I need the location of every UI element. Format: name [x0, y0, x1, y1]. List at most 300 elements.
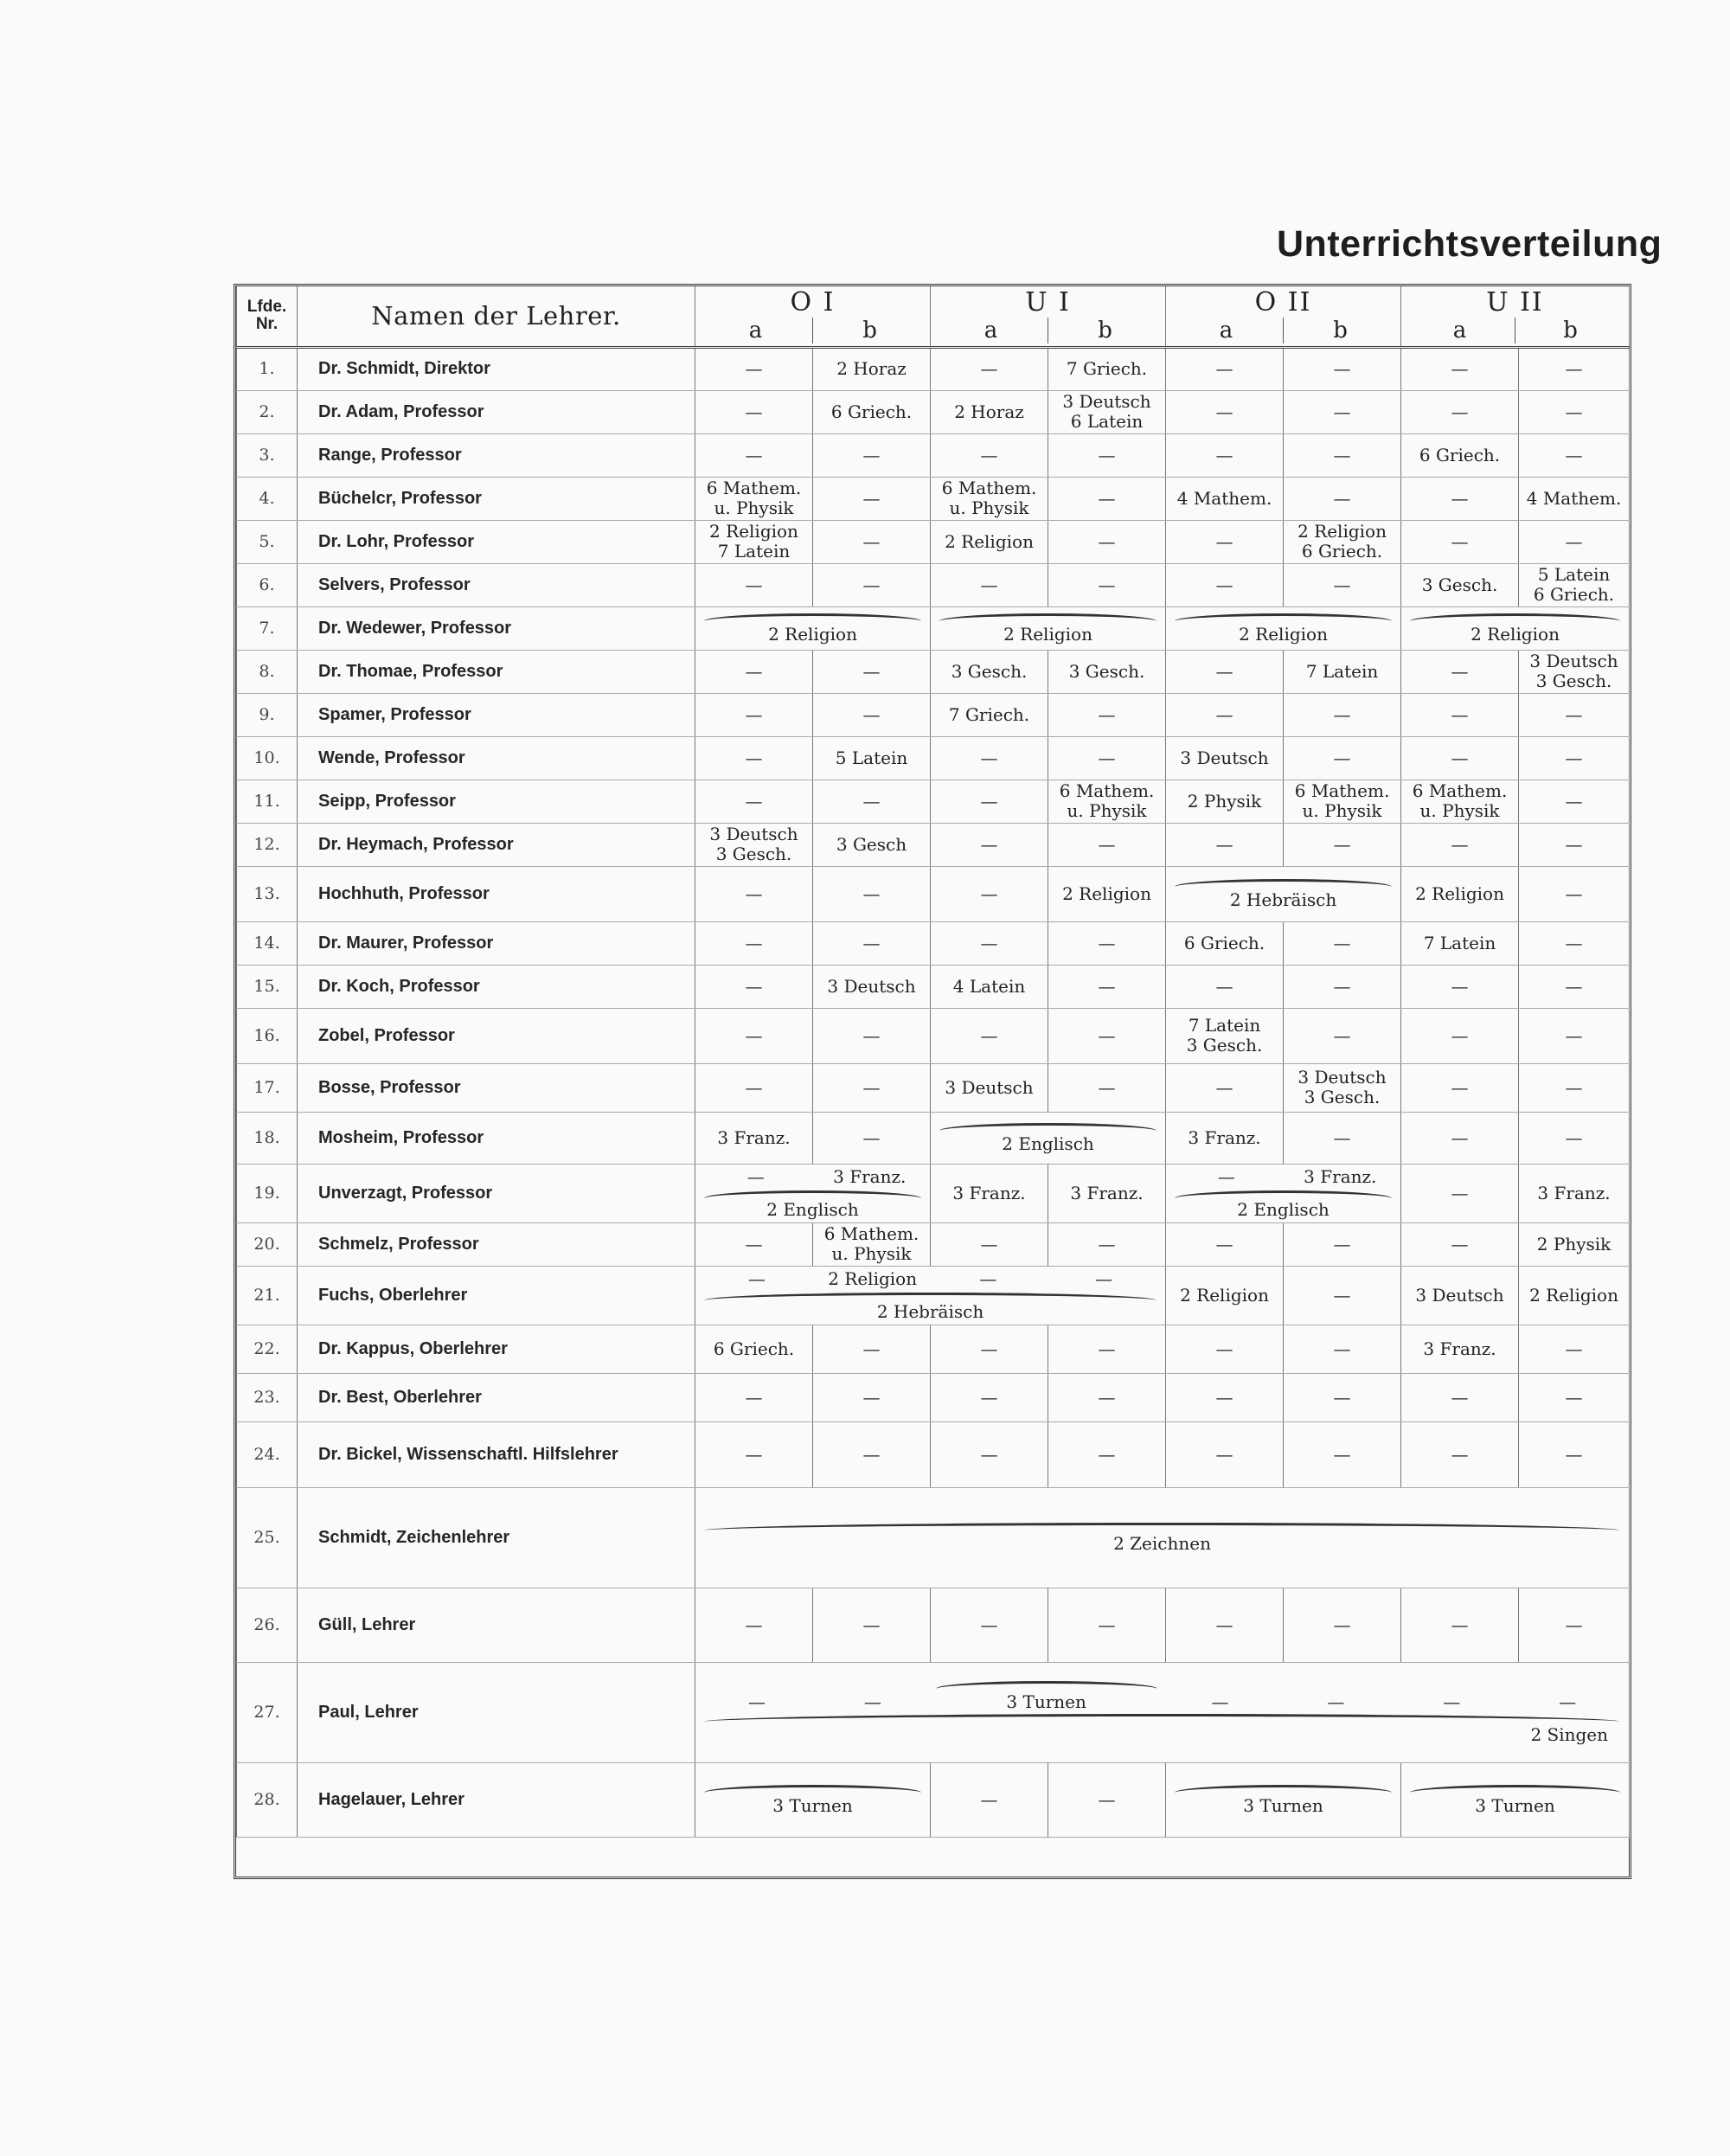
table-cell: —: [931, 1421, 1048, 1487]
table-cell: —: [813, 1373, 931, 1421]
brace-mark: [936, 1681, 1157, 1689]
table-cell: —: [1048, 1421, 1166, 1487]
table-cell: 7 Griech.: [1048, 347, 1166, 390]
table-cell: 6 Mathem. u. Physik: [1284, 780, 1401, 823]
table-cell: —: [813, 477, 931, 520]
table-cell: —: [1166, 650, 1284, 693]
table-cell: 1.: [237, 347, 298, 390]
table-cell: —: [1166, 1222, 1284, 1266]
table-cell: —: [931, 866, 1048, 921]
table-cell: 6 Griech.: [695, 1325, 813, 1373]
table-cell: —: [1166, 823, 1284, 866]
table-cell: 14.: [237, 921, 298, 965]
table-cell: —: [813, 433, 931, 477]
table-cell: —: [695, 650, 813, 693]
table-cell: —: [813, 650, 931, 693]
merged-cell: [695, 1164, 931, 1222]
table-cell: 4 Latein: [931, 965, 1048, 1008]
table-cell: —: [1284, 1421, 1401, 1487]
table-cell: Dr. Adam, Professor: [298, 390, 695, 433]
table-cell: —: [813, 780, 931, 823]
table-cell: 23.: [237, 1373, 298, 1421]
table-row: [237, 1762, 1630, 1837]
table-cell: Range, Professor: [298, 433, 695, 477]
table-cell: Zobel, Professor: [298, 1008, 695, 1063]
table-cell: —: [1519, 1008, 1630, 1063]
brace-mark: [1410, 613, 1620, 621]
table-cell: —: [1048, 965, 1166, 1008]
table-cell: —: [695, 921, 813, 965]
table-cell: —: [1166, 520, 1284, 563]
table-cell: 6 Mathem. u. Physik: [931, 477, 1048, 520]
table-row: [237, 693, 1630, 736]
table-cell: —: [979, 1267, 997, 1289]
table-cell: —: [931, 736, 1048, 780]
table-cell: —: [813, 693, 931, 736]
table-cell: Selvers, Professor: [298, 563, 695, 606]
table-row: [237, 1487, 1630, 1588]
table-cell: —: [1401, 1222, 1519, 1266]
table-cell: —: [1048, 693, 1166, 736]
table-cell: Fuchs, Oberlehrer: [298, 1266, 695, 1325]
table-row: [237, 965, 1630, 1008]
table-cell: 6 Mathem. u. Physik: [813, 1222, 931, 1266]
table-cell: —: [1284, 563, 1401, 606]
table-cell: —: [813, 1421, 931, 1487]
table-cell: 6 Griech.: [813, 390, 931, 433]
table-cell: 6 Griech.: [1166, 921, 1284, 965]
table-cell: —: [1284, 433, 1401, 477]
table-cell: Dr. Schmidt, Direktor: [298, 347, 695, 390]
table-cell: —: [1519, 1325, 1630, 1373]
table-cell: —: [863, 1691, 881, 1712]
brace-mark: [939, 613, 1157, 621]
table-cell: Dr. Kappus, Oberlehrer: [298, 1325, 695, 1373]
merged-cell-text: 2 Religion: [1470, 624, 1560, 645]
table-cell: —: [813, 520, 931, 563]
table-cell: 4 Mathem.: [1166, 477, 1284, 520]
table-cell: 3 Franz.: [1166, 1112, 1284, 1164]
table-cell: —: [1519, 433, 1630, 477]
merged-cell-text: 2 Singen: [1530, 1724, 1609, 1745]
table-row: [237, 606, 1630, 650]
merged-cell: [931, 1112, 1166, 1164]
table-cell: —: [1284, 693, 1401, 736]
table-cell: 15.: [237, 965, 298, 1008]
table-cell: —: [813, 1588, 931, 1662]
table-cell: —: [1284, 823, 1401, 866]
table-cell: —: [1284, 1588, 1401, 1662]
brace-mark: [1175, 1785, 1392, 1793]
page-title: Unterrichtsverteilung: [1277, 223, 1663, 265]
table-row: [237, 921, 1630, 965]
table-cell: —: [931, 433, 1048, 477]
table-cell: 2 Religion: [828, 1267, 918, 1289]
table-cell: Wende, Professor: [298, 736, 695, 780]
table-cell: 3.: [237, 433, 298, 477]
table-cell: 3 Franz.: [1401, 1325, 1519, 1373]
table-cell: —: [1048, 1762, 1166, 1837]
table-row: [237, 1373, 1630, 1421]
table-cell: —: [1284, 1325, 1401, 1373]
table-cell: —: [1211, 1691, 1229, 1712]
table-cell: 12.: [237, 823, 298, 866]
brace-mark: [704, 613, 921, 621]
table-cell: —: [1048, 433, 1166, 477]
table-row: [237, 823, 1630, 866]
table-cell: —: [1217, 1165, 1235, 1187]
table-cell: —: [1401, 736, 1519, 780]
table-cell: 3 Gesch.: [1048, 650, 1166, 693]
table-cell: —: [931, 563, 1048, 606]
table-cell: —: [1166, 347, 1284, 390]
table-cell: 26.: [237, 1588, 298, 1662]
table-cell: —: [931, 780, 1048, 823]
table-cell: —: [931, 347, 1048, 390]
table-cell: —: [1519, 347, 1630, 390]
table-cell: —: [931, 1008, 1048, 1063]
table-cell: 3 Deutsch: [813, 965, 931, 1008]
table-cell: —: [1401, 1063, 1519, 1112]
table-cell: —: [1401, 650, 1519, 693]
table-cell: —: [1284, 965, 1401, 1008]
table-cell: 16.: [237, 1008, 298, 1063]
table-cell: —: [695, 1588, 813, 1662]
table-cell: 3 Deutsch 3 Gesch.: [695, 823, 813, 866]
table-row: [237, 1588, 1630, 1662]
table-cell: Unverzagt, Professor: [298, 1164, 695, 1222]
table-cell: —: [1519, 965, 1630, 1008]
table-cell: —: [1284, 1266, 1401, 1325]
table-cell: —: [1048, 1063, 1166, 1112]
table-cell: Dr. Maurer, Professor: [298, 921, 695, 965]
table-cell: —: [695, 1421, 813, 1487]
table-cell: —: [1401, 823, 1519, 866]
table-cell: Schmidt, Zeichenlehrer: [298, 1487, 695, 1588]
table-cell: —: [1048, 520, 1166, 563]
table-cell: —: [695, 390, 813, 433]
table-cell: Seipp, Professor: [298, 780, 695, 823]
table-cell: 11.: [237, 780, 298, 823]
table-cell: —: [1284, 736, 1401, 780]
table-cell: Dr. Best, Oberlehrer: [298, 1373, 695, 1421]
header-nr: Lfde. Nr.: [237, 286, 298, 347]
merged-cell-text: 2 Englisch: [1237, 1198, 1330, 1220]
merged-cell: [1401, 606, 1630, 650]
table-cell: 3 Deutsch: [1401, 1266, 1519, 1325]
table-cell: —: [1166, 1063, 1284, 1112]
table-cell: —: [695, 1063, 813, 1112]
table-cell: 4 Mathem.: [1519, 477, 1630, 520]
table-cell: —: [1519, 1112, 1630, 1164]
table-row: [237, 1662, 1630, 1762]
table-cell: 2 Religion: [931, 520, 1048, 563]
table-cell: —: [1519, 823, 1630, 866]
table-cell: —: [1284, 347, 1401, 390]
table-cell: —: [1519, 921, 1630, 965]
merged-cell-text: 3 Turnen: [1006, 1691, 1086, 1712]
table-cell: —: [1401, 520, 1519, 563]
table-cell: 2 Religion: [1166, 1266, 1284, 1325]
table-cell: Hagelauer, Lehrer: [298, 1762, 695, 1837]
table-cell: —: [747, 1691, 766, 1712]
table-cell: —: [1401, 1588, 1519, 1662]
table-cell: 5 Latein 6 Griech.: [1519, 563, 1630, 606]
table-cell: 22.: [237, 1325, 298, 1373]
merged-cell: [695, 606, 931, 650]
merged-cell: [1401, 1762, 1630, 1837]
table-cell: —: [813, 1112, 931, 1164]
table-cell: —: [695, 1373, 813, 1421]
table-cell: Güll, Lehrer: [298, 1588, 695, 1662]
table-cell: —: [695, 1222, 813, 1266]
table-cell: 18.: [237, 1112, 298, 1164]
table-row: [237, 1421, 1630, 1487]
table-cell: 6.: [237, 563, 298, 606]
table-cell: 3 Franz.: [1519, 1164, 1630, 1222]
table-cell: —: [1095, 1267, 1113, 1289]
table-cell: 27.: [237, 1662, 298, 1762]
merged-cell: [695, 1662, 1630, 1762]
brace-mark: [1175, 613, 1392, 621]
merged-cell-text: 2 Englisch: [1002, 1133, 1094, 1154]
table-cell: 2.: [237, 390, 298, 433]
merged-cell-text: 2 Religion: [1003, 624, 1092, 645]
table-cell: —: [1166, 1325, 1284, 1373]
table-cell: —: [1401, 965, 1519, 1008]
table-cell: 2 Physik: [1519, 1222, 1630, 1266]
table-cell: —: [695, 965, 813, 1008]
table-cell: —: [695, 736, 813, 780]
table-row: [237, 1266, 1630, 1325]
table-row: [237, 477, 1630, 520]
brace-mark: [704, 1714, 1620, 1722]
table-cell: 7.: [237, 606, 298, 650]
table-cell: Dr. Bickel, Wissenschaftl. Hilfslehrer: [298, 1421, 695, 1487]
table-cell: —: [1284, 1222, 1401, 1266]
table-row: [237, 1325, 1630, 1373]
table-cell: —: [1284, 921, 1401, 965]
merged-cell-text: 2 Zeichnen: [1113, 1533, 1211, 1554]
table-cell: —: [813, 1008, 931, 1063]
table-cell: 5.: [237, 520, 298, 563]
table-row: [237, 736, 1630, 780]
table-row: [237, 1222, 1630, 1266]
brace-mark: [704, 1785, 921, 1793]
table-cell: —: [1401, 693, 1519, 736]
merged-cell: [1166, 866, 1401, 921]
table-cell: 3 Deutsch: [931, 1063, 1048, 1112]
table-cell: —: [1166, 965, 1284, 1008]
table-cell: —: [1519, 390, 1630, 433]
table-cell: 3 Franz.: [931, 1164, 1048, 1222]
table-cell: —: [1519, 780, 1630, 823]
table-cell: —: [1443, 1691, 1461, 1712]
merged-cell-text: 3 Turnen: [1243, 1795, 1323, 1816]
merged-cell-text: 3 Turnen: [1475, 1795, 1555, 1816]
table-row: [237, 520, 1630, 563]
table-cell: —: [695, 433, 813, 477]
table-cell: —: [1519, 1063, 1630, 1112]
table-cell: Büchelcr, Professor: [298, 477, 695, 520]
table-cell: 5 Latein: [813, 736, 931, 780]
header-class-uii: U II a b: [1401, 286, 1630, 347]
table-cell: —: [931, 1222, 1048, 1266]
table-row: [237, 1063, 1630, 1112]
merged-cell: [1166, 1164, 1401, 1222]
table-cell: 8.: [237, 650, 298, 693]
table-cell: —: [1048, 921, 1166, 965]
table-cell: —: [1401, 390, 1519, 433]
table-cell: —: [813, 921, 931, 965]
table-cell: 6 Mathem. u. Physik: [695, 477, 813, 520]
table-cell: —: [695, 693, 813, 736]
table-cell: —: [1519, 1421, 1630, 1487]
table-cell: —: [1166, 563, 1284, 606]
table-row: [237, 866, 1630, 921]
table-cell: —: [931, 1373, 1048, 1421]
merged-cell-text: 2 Hebräisch: [876, 1300, 984, 1322]
brace-mark: [704, 1190, 921, 1198]
table-cell: —: [695, 563, 813, 606]
table-cell: 3 Franz.: [695, 1112, 813, 1164]
table-cell: 2 Religion 6 Griech.: [1284, 520, 1401, 563]
table-row: [237, 390, 1630, 433]
table-cell: 2 Physik: [1166, 780, 1284, 823]
brace-mark: [1175, 879, 1392, 887]
brace-mark: [1410, 1785, 1620, 1793]
table-cell: —: [1284, 1112, 1401, 1164]
table-cell: —: [1166, 693, 1284, 736]
table-cell: —: [813, 563, 931, 606]
table-cell: —: [931, 1588, 1048, 1662]
merged-cell-text: 2 Englisch: [766, 1198, 859, 1220]
table-cell: Dr. Thomae, Professor: [298, 650, 695, 693]
table-cell: —: [1048, 1222, 1166, 1266]
table-row: [237, 780, 1630, 823]
table-cell: —: [1519, 693, 1630, 736]
cell-pair: [699, 1167, 926, 1187]
teaching-distribution-table: [236, 286, 1630, 1838]
table-cell: —: [1284, 1008, 1401, 1063]
merged-cell-text: 3 Turnen: [772, 1795, 853, 1816]
table-cell: —: [1166, 390, 1284, 433]
table-cell: —: [1166, 1373, 1284, 1421]
brace-mark: [1175, 1190, 1392, 1198]
table-cell: —: [1284, 390, 1401, 433]
table-cell: 20.: [237, 1222, 298, 1266]
header-class-ui: U I a b: [931, 286, 1166, 347]
table-cell: —: [695, 347, 813, 390]
table-cell: —: [813, 1063, 931, 1112]
table-cell: 9.: [237, 693, 298, 736]
table-cell: 7 Griech.: [931, 693, 1048, 736]
table-cell: 2 Religion: [1048, 866, 1166, 921]
table-row: [237, 433, 1630, 477]
table-cell: 3 Gesch.: [931, 650, 1048, 693]
table-cell: —: [1284, 1373, 1401, 1421]
brace-mark: [704, 1523, 1620, 1530]
table-cell: —: [1401, 1008, 1519, 1063]
table-cell: —: [1048, 1325, 1166, 1373]
table-cell: Dr. Lohr, Professor: [298, 520, 695, 563]
table-cell: 3 Deutsch 3 Gesch.: [1284, 1063, 1401, 1112]
table-cell: —: [1048, 736, 1166, 780]
table-cell: —: [1401, 1373, 1519, 1421]
table-cell: 3 Franz.: [1304, 1165, 1377, 1187]
cell-pair: [1169, 1167, 1397, 1187]
table-cell: 3 Deutsch: [1166, 736, 1284, 780]
merged-cell: [1166, 1762, 1401, 1837]
table-cell: Schmelz, Professor: [298, 1222, 695, 1266]
merged-cell-text: 2 Hebräisch: [1229, 889, 1337, 910]
table-cell: 2 Horaz: [931, 390, 1048, 433]
table-cell: 19.: [237, 1164, 298, 1222]
table-cell: —: [747, 1267, 766, 1289]
table-cell: —: [931, 921, 1048, 965]
merged-cell: [695, 1266, 1166, 1325]
table-cell: Paul, Lehrer: [298, 1662, 695, 1762]
cell-row: [699, 1679, 1625, 1712]
table-row: [237, 563, 1630, 606]
table-cell: —: [695, 1008, 813, 1063]
table-cell: —: [695, 866, 813, 921]
merged-cell: [931, 606, 1166, 650]
merged-cell-text: 2 Religion: [768, 624, 857, 645]
table-cell: —: [813, 866, 931, 921]
table-cell: 6 Mathem. u. Physik: [1401, 780, 1519, 823]
table-row: [237, 650, 1630, 693]
table-cell: —: [813, 1325, 931, 1373]
header-names: Namen der Lehrer.: [298, 286, 695, 347]
merged-cell: [931, 1679, 1163, 1712]
header-class-oi: O I a b: [695, 286, 931, 347]
header-class-oii: O II a b: [1166, 286, 1401, 347]
table-cell: 2 Religion: [1519, 1266, 1630, 1325]
table-cell: —: [1284, 477, 1401, 520]
table-cell: —: [1048, 1008, 1166, 1063]
table-cell: Hochhuth, Professor: [298, 866, 695, 921]
brace-mark: [704, 1293, 1157, 1300]
table-cell: 3 Deutsch 6 Latein: [1048, 390, 1166, 433]
table-cell: —: [1048, 1373, 1166, 1421]
table-cell: —: [1519, 736, 1630, 780]
table-cell: Dr. Koch, Professor: [298, 965, 695, 1008]
table-cell: 4.: [237, 477, 298, 520]
table-cell: 7 Latein: [1401, 921, 1519, 965]
table-cell: —: [1559, 1691, 1577, 1712]
table-cell: 6 Griech.: [1401, 433, 1519, 477]
brace-mark: [939, 1123, 1157, 1131]
table-cell: —: [695, 780, 813, 823]
table-cell: 28.: [237, 1762, 298, 1837]
table-cell: 2 Religion: [1401, 866, 1519, 921]
table-row: [237, 1112, 1630, 1164]
merged-cell: [1166, 606, 1401, 650]
table-cell: 21.: [237, 1266, 298, 1325]
table-cell: —: [1166, 1588, 1284, 1662]
merged-cell-text: 2 Religion: [1239, 624, 1328, 645]
table-cell: —: [931, 1762, 1048, 1837]
table-cell: Dr. Heymach, Professor: [298, 823, 695, 866]
table-row: [237, 1008, 1630, 1063]
table-cell: —: [1048, 477, 1166, 520]
table-cell: 25.: [237, 1487, 298, 1588]
table-cell: 10.: [237, 736, 298, 780]
table-cell: Bosse, Professor: [298, 1063, 695, 1112]
table-cell: —: [1519, 520, 1630, 563]
table-row: [237, 1164, 1630, 1222]
